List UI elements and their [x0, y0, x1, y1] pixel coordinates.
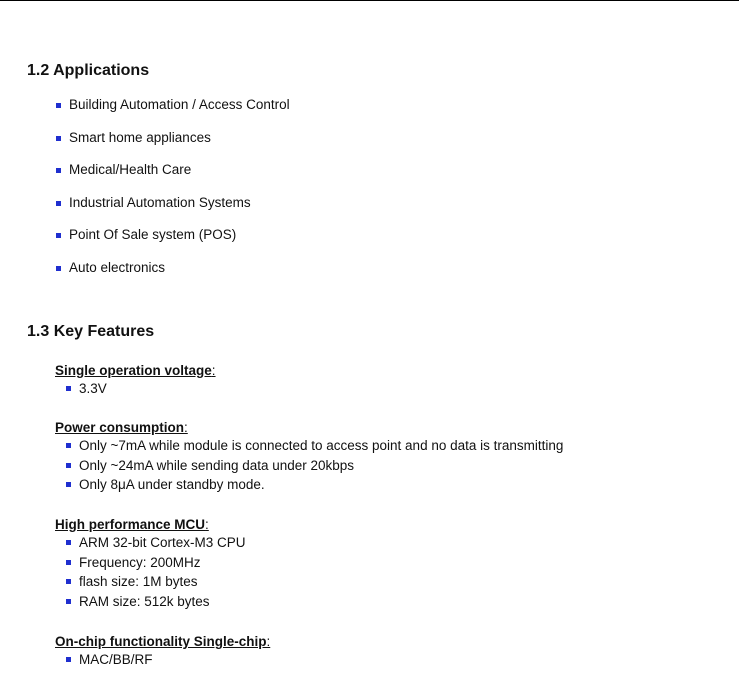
- list-item: flash size: 1M bytes: [66, 572, 246, 592]
- applications-title: 1.2 Applications: [27, 62, 150, 79]
- key-features-section: [27, 322, 154, 342]
- feature-group-power: [55, 420, 563, 495]
- square-bullet-icon: [56, 103, 61, 108]
- feature-group-voltage: [55, 363, 216, 399]
- key-features-title: 1.3 Key Features: [27, 323, 155, 340]
- list-item: Building Automation / Access Control: [56, 97, 290, 113]
- square-bullet-icon: [66, 443, 71, 448]
- applications-section: [27, 61, 290, 293]
- list-item: 3.3V: [66, 379, 216, 399]
- square-bullet-icon: [56, 168, 61, 173]
- square-bullet-icon: [56, 136, 61, 141]
- feature-list: [55, 436, 563, 495]
- list-item: Industrial Automation Systems: [56, 195, 290, 211]
- applications-list: [56, 97, 290, 276]
- square-bullet-icon: [66, 560, 71, 565]
- square-bullet-icon: [66, 540, 71, 545]
- list-item: Medical/Health Care: [56, 162, 290, 178]
- list-item: ARM 32-bit Cortex-M3 CPU: [66, 533, 246, 553]
- feature-group-mcu: [55, 517, 246, 612]
- square-bullet-icon: [66, 657, 71, 662]
- square-bullet-icon: [66, 463, 71, 468]
- feature-list: [55, 650, 270, 670]
- square-bullet-icon: [66, 482, 71, 487]
- square-bullet-icon: [66, 386, 71, 391]
- list-item: Frequency: 200MHz: [66, 553, 246, 573]
- list-item: Only ~24mA while sending data under 20kbps: [66, 456, 563, 476]
- feature-heading: On-chip functionality Single-chip:: [55, 634, 271, 649]
- list-item: MAC/BB/RF: [66, 650, 270, 670]
- square-bullet-icon: [56, 201, 61, 206]
- square-bullet-icon: [66, 599, 71, 604]
- feature-heading: Power consumption:: [55, 420, 188, 435]
- feature-heading: Single operation voltage:: [55, 363, 216, 378]
- list-item: Smart home appliances: [56, 130, 290, 146]
- feature-heading: High performance MCU:: [55, 517, 209, 532]
- feature-list: [55, 379, 216, 399]
- top-rule: [0, 0, 739, 1]
- list-item: Point Of Sale system (POS): [56, 227, 290, 243]
- list-item: RAM size: 512k bytes: [66, 592, 246, 612]
- square-bullet-icon: [56, 266, 61, 271]
- square-bullet-icon: [56, 233, 61, 238]
- list-item: Auto electronics: [56, 260, 290, 276]
- list-item: Only ~7mA while module is connected to access point and no data is transmitting: [66, 436, 563, 456]
- feature-list: [55, 533, 246, 612]
- list-item: Only 8μA under standby mode.: [66, 475, 563, 495]
- square-bullet-icon: [66, 579, 71, 584]
- feature-group-onchip: [55, 634, 270, 670]
